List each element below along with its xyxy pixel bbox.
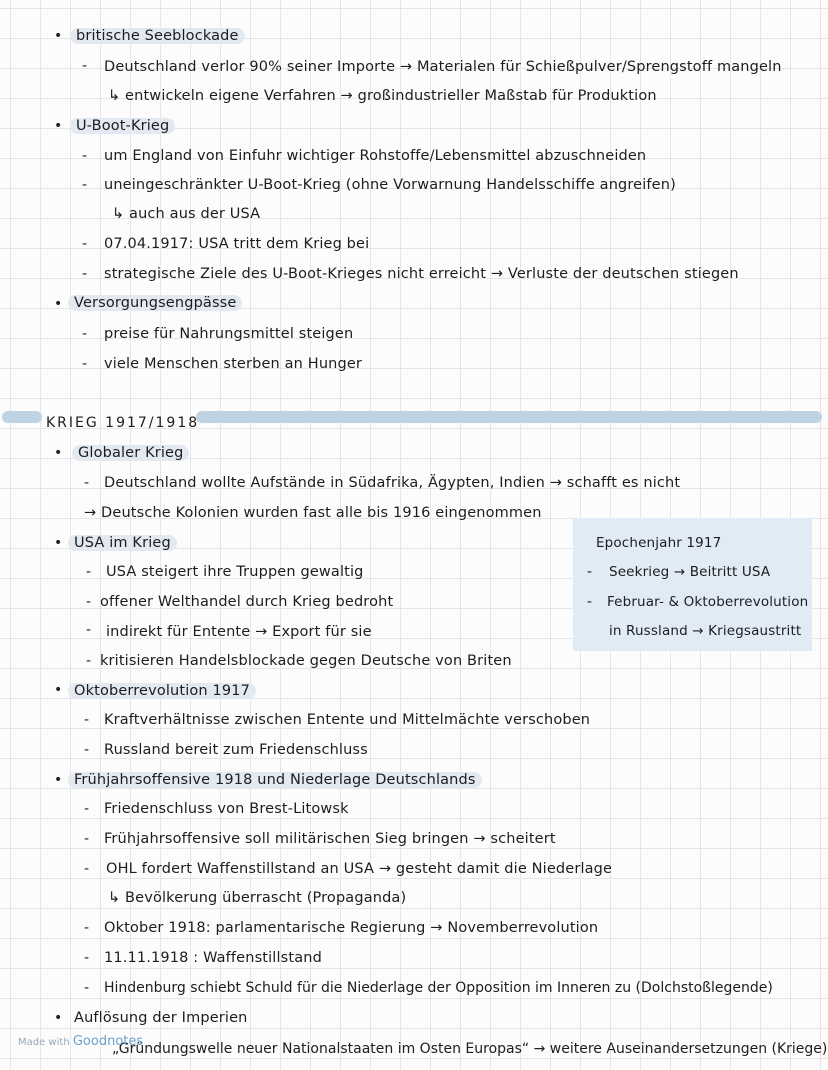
note-line: „Gründungswelle neuer Nationalstaaten im Osten Europas“ → weitere Auseinandersetzungen (Kriege)	[112, 1041, 828, 1057]
heading-versorgung: Versorgungsengpässe	[68, 293, 242, 313]
bullet-dot: •	[54, 682, 63, 698]
note-line: Russland bereit zum Friedenschluss	[104, 742, 368, 758]
note-line: kritisieren Handelsblockade gegen Deutsche von Briten	[100, 653, 512, 669]
dash: -	[587, 564, 593, 580]
dash: -	[82, 177, 88, 193]
epochenjahr-line: Seekrieg → Beitritt USA	[609, 564, 771, 580]
note-line: 11.11.1918 : Waffenstillstand	[104, 950, 322, 966]
bullet-dot: •	[54, 445, 63, 461]
bullet-dot: •	[54, 28, 63, 44]
dash: -	[84, 920, 90, 936]
dash: -	[82, 58, 88, 74]
epochenjahr-line: in Russland → Kriegsaustritt	[609, 623, 802, 639]
note-line: uneingeschränkter U-Boot-Krieg (ohne Vorwarnung Handelsschiffe angreifen)	[104, 177, 676, 193]
note-line: Friedenschluss von Brest-Litowsk	[104, 801, 349, 817]
dash: -	[82, 356, 88, 372]
dash: -	[84, 801, 90, 817]
dash: -	[84, 980, 90, 996]
heading-seeblockade: britische Seeblockade	[70, 26, 245, 46]
dash: -	[82, 326, 88, 342]
note-line: 07.04.1917: USA tritt dem Krieg bei	[104, 236, 370, 252]
epochenjahr-line: Februar- & Oktoberrevolution	[607, 594, 809, 610]
bullet-dot: •	[54, 772, 63, 788]
dash: -	[84, 742, 90, 758]
note-line: strategische Ziele des U-Boot-Krieges nicht erreicht → Verluste der deutschen stiegen	[104, 266, 739, 282]
note-line: offener Welthandel durch Krieg bedroht	[100, 594, 394, 610]
section-band-right	[196, 411, 822, 423]
note-line: indirekt für Entente → Export für sie	[106, 624, 372, 640]
dash: -	[86, 594, 92, 610]
note-line: Frühjahrsoffensive soll militärischen Sieg bringen → scheitert	[104, 831, 556, 847]
note-line: USA steigert ihre Truppen gewaltig	[106, 564, 364, 580]
section-band-left	[2, 411, 42, 423]
dash: -	[82, 236, 88, 252]
goodnotes-logo-text: Goodnotes	[72, 1034, 144, 1049]
heading-global: Globaler Krieg	[72, 443, 189, 463]
note-line: → Deutsche Kolonien wurden fast alle bis 1916 eingenommen	[84, 505, 542, 521]
dash: -	[84, 712, 90, 728]
note-line: Oktober 1918: parlamentarische Regierung → Novemberrevolution	[104, 920, 599, 936]
dash: -	[587, 594, 593, 610]
epochenjahr-title: Epochenjahr 1917	[596, 535, 722, 551]
note-line: preise für Nahrungsmittel steigen	[104, 326, 354, 342]
bullet-dot: •	[54, 296, 63, 312]
note-line: ↳ entwickeln eigene Verfahren → großindustrieller Maßstab für Produktion	[108, 88, 657, 104]
bullet-dot: •	[54, 535, 63, 551]
note-line: Hindenburg schiebt Schuld für die Niederlage der Opposition im Inneren zu (Dolchstoßlegende)	[104, 980, 773, 996]
note-line: ↳ auch aus der USA	[112, 206, 261, 222]
heading-oktober: Oktoberrevolution 1917	[68, 681, 256, 701]
dash: -	[84, 831, 90, 847]
dash: -	[84, 950, 90, 966]
dash: -	[82, 266, 88, 282]
heading-fruehjahr: Frühjahrsoffensive 1918 und Niederlage Deutschlands	[68, 770, 482, 790]
heading-aufloesung: Auflösung der Imperien	[74, 1010, 248, 1026]
note-line: ↳ Bevölkerung überrascht (Propaganda)	[108, 890, 407, 906]
dash: -	[86, 564, 92, 580]
dash: -	[82, 148, 88, 164]
dash: -	[86, 653, 92, 669]
note-line: Deutschland wollte Aufstände in Südafrika, Ägypten, Indien → schafft es nicht	[104, 475, 681, 491]
note-line: Kraftverhältnisse zwischen Entente und Mittelmächte verschoben	[104, 712, 591, 728]
note-line: Deutschland verlor 90% seiner Importe → Materialen für Schießpulver/Sprengstoff mangeln	[104, 59, 782, 75]
note-line: viele Menschen sterben an Hunger	[104, 356, 363, 372]
goodnotes-watermark: Made with Goodnotes	[18, 1034, 144, 1049]
dash: -	[84, 475, 90, 491]
note-line: um England von Einfuhr wichtiger Rohstoffe/Lebensmittel abzuschneiden	[104, 148, 647, 164]
dash: -	[86, 622, 92, 638]
bullet-dot: •	[54, 118, 63, 134]
section-title: KRIEG 1917/1918	[46, 415, 200, 431]
heading-uboot: U-Boot-Krieg	[70, 116, 175, 136]
dash: -	[84, 861, 90, 877]
note-line: OHL fordert Waffenstillstand an USA → gesteht damit die Niederlage	[106, 861, 613, 877]
bullet-dot: •	[54, 1010, 63, 1026]
heading-usa: USA im Krieg	[68, 533, 177, 553]
